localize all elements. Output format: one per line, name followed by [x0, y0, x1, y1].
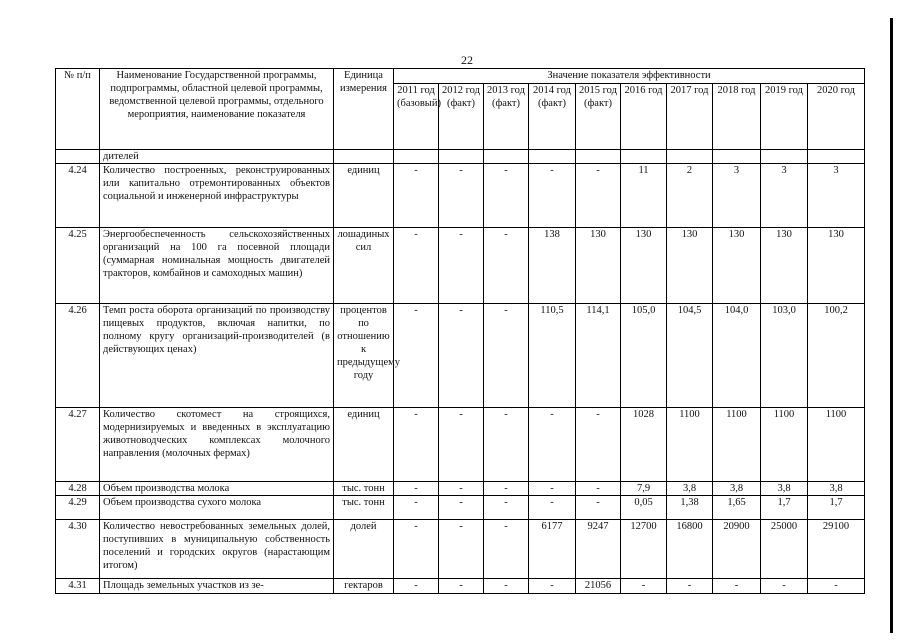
value-cell: 3,8	[713, 482, 761, 496]
value-cell: 3,8	[808, 482, 865, 496]
value-cell: 130	[713, 228, 761, 304]
indicator-name: Количество скотомест на строящихся, модернизируемых и введенных в эксплуатацию животноводческих комплексах молочного направления (молочных фермах)	[100, 408, 334, 482]
page-number: 22	[461, 53, 473, 67]
value-cell: 130	[761, 228, 808, 304]
value-cell: -	[529, 579, 576, 594]
value-cell: 130	[667, 228, 713, 304]
row-number: 4.28	[56, 482, 100, 496]
value-cell: 1100	[713, 408, 761, 482]
indicator-name: Энергообеспеченность сельскохозяйственных организаций на 100 га посевной площади (суммарная номинальная мощность двигателей тракторов, комбайнов и самоходных машин)	[100, 228, 334, 304]
row-number: 4.26	[56, 304, 100, 408]
value-cell: 1100	[761, 408, 808, 482]
year-header: 2014 год (факт)	[529, 83, 576, 149]
value-cell: -	[394, 482, 439, 496]
value-cell: 105,0	[621, 304, 667, 408]
unit-cell: единиц	[334, 408, 394, 482]
value-cell: -	[439, 228, 484, 304]
value-cell: 16800	[667, 520, 713, 579]
year-header: 2011 год (базовый)	[394, 83, 439, 149]
unit-cell: тыс. тонн	[334, 496, 394, 520]
year-header: 2018 год	[713, 83, 761, 149]
row-number: 4.27	[56, 408, 100, 482]
value-cell: 100,2	[808, 304, 865, 408]
row-number: 4.25	[56, 228, 100, 304]
value-cell: 20900	[713, 520, 761, 579]
header-values: Значение показателя эффективности	[394, 69, 865, 84]
year-header: 2015 год (факт)	[576, 83, 621, 149]
page-edge-rule	[890, 18, 893, 633]
value-cell: -	[484, 408, 529, 482]
value-cell: -	[484, 496, 529, 520]
indicators-table	[55, 68, 865, 594]
table-row	[56, 520, 865, 579]
unit-cell: долей	[334, 520, 394, 579]
value-cell: -	[394, 579, 439, 594]
header-row	[56, 69, 865, 84]
value-cell: 29100	[808, 520, 865, 579]
unit-cell: гектаров	[334, 579, 394, 594]
year-header: 2013 год (факт)	[484, 83, 529, 149]
value-cell: 3	[808, 164, 865, 228]
value-cell: 3	[761, 164, 808, 228]
value-cell: -	[394, 496, 439, 520]
value-cell: -	[484, 304, 529, 408]
unit-cell: тыс. тонн	[334, 482, 394, 496]
continuation-row	[56, 150, 865, 164]
value-cell: 1100	[808, 408, 865, 482]
value-cell: 7,9	[621, 482, 667, 496]
year-header: 2016 год	[621, 83, 667, 149]
table-row	[56, 408, 865, 482]
row-number: 4.30	[56, 520, 100, 579]
table-row	[56, 228, 865, 304]
value-cell: -	[484, 520, 529, 579]
value-cell: 11	[621, 164, 667, 228]
value-cell: -	[394, 228, 439, 304]
year-header: 2012 год (факт)	[439, 83, 484, 149]
value-cell: -	[621, 579, 667, 594]
value-cell: 1028	[621, 408, 667, 482]
value-cell: 3,8	[667, 482, 713, 496]
table-row	[56, 304, 865, 408]
indicator-name: Темп роста оборота организаций по производству пищевых продуктов, включая напитки, по полному кругу организаций-производителей (в действующих ценах)	[100, 304, 334, 408]
value-cell: -	[394, 164, 439, 228]
value-cell: -	[761, 579, 808, 594]
value-cell: 138	[529, 228, 576, 304]
table-row	[56, 496, 865, 520]
value-cell: -	[439, 520, 484, 579]
indicator-name: Количество построенных, реконструированных или капитально отремонтированных объектов социальной и инженерной инфраструктуры	[100, 164, 334, 228]
value-cell: -	[576, 496, 621, 520]
value-cell: 1,7	[808, 496, 865, 520]
value-cell: 1,7	[761, 496, 808, 520]
year-header: 2019 год	[761, 83, 808, 149]
unit-cell: лошадиных сил	[334, 228, 394, 304]
row-number: 4.24	[56, 164, 100, 228]
table-row	[56, 482, 865, 496]
continuation-text: дителей	[100, 150, 334, 164]
unit-cell: единиц	[334, 164, 394, 228]
value-cell: -	[439, 164, 484, 228]
value-cell: -	[394, 304, 439, 408]
value-cell: -	[484, 482, 529, 496]
indicator-name: Площадь земельных участков из зе-	[100, 579, 334, 594]
value-cell: -	[576, 408, 621, 482]
value-cell: 12700	[621, 520, 667, 579]
value-cell: -	[529, 482, 576, 496]
value-cell: 21056	[576, 579, 621, 594]
value-cell: -	[394, 520, 439, 579]
value-cell: 130	[576, 228, 621, 304]
value-cell: -	[439, 304, 484, 408]
table-row	[56, 164, 865, 228]
value-cell: 1,65	[713, 496, 761, 520]
value-cell: -	[439, 496, 484, 520]
value-cell: -	[576, 482, 621, 496]
row-number: 4.31	[56, 579, 100, 594]
year-header: 2020 год	[808, 83, 865, 149]
value-cell: 130	[808, 228, 865, 304]
header-number: № п/п	[56, 69, 100, 150]
value-cell: -	[576, 164, 621, 228]
value-cell: 110,5	[529, 304, 576, 408]
value-cell: -	[484, 579, 529, 594]
value-cell: 104,5	[667, 304, 713, 408]
value-cell: 130	[621, 228, 667, 304]
value-cell: -	[667, 579, 713, 594]
value-cell: 0,05	[621, 496, 667, 520]
header-unit: Единица измерения	[334, 69, 394, 150]
unit-cell: процентов по отношению к предыдущему году	[334, 304, 394, 408]
value-cell: 2	[667, 164, 713, 228]
value-cell: -	[484, 164, 529, 228]
row-number: 4.29	[56, 496, 100, 520]
value-cell: -	[808, 579, 865, 594]
value-cell: -	[713, 579, 761, 594]
value-cell: 9247	[576, 520, 621, 579]
value-cell: 1,38	[667, 496, 713, 520]
indicator-name: Количество невостребованных земельных долей, поступивших в муниципальную собственность поселений и городских округов (нарастающим итогом)	[100, 520, 334, 579]
value-cell: 3,8	[761, 482, 808, 496]
value-cell: -	[394, 408, 439, 482]
value-cell: 103,0	[761, 304, 808, 408]
indicator-name: Объем производства сухого молока	[100, 496, 334, 520]
value-cell: -	[439, 579, 484, 594]
value-cell: 6177	[529, 520, 576, 579]
value-cell: -	[439, 408, 484, 482]
value-cell: 104,0	[713, 304, 761, 408]
indicator-name: Объем производства молока	[100, 482, 334, 496]
value-cell: -	[484, 228, 529, 304]
value-cell: -	[529, 408, 576, 482]
value-cell: -	[529, 164, 576, 228]
year-header: 2017 год	[667, 83, 713, 149]
value-cell: 114,1	[576, 304, 621, 408]
value-cell: 3	[713, 164, 761, 228]
value-cell: 1100	[667, 408, 713, 482]
table-row	[56, 579, 865, 594]
value-cell: -	[439, 482, 484, 496]
value-cell: 25000	[761, 520, 808, 579]
value-cell: -	[529, 496, 576, 520]
header-name: Наименование Государственной программы, подпрограммы, областной целевой программы, ведомственной целевой программы, отдельного мероприятия, наименование показателя	[100, 69, 334, 150]
